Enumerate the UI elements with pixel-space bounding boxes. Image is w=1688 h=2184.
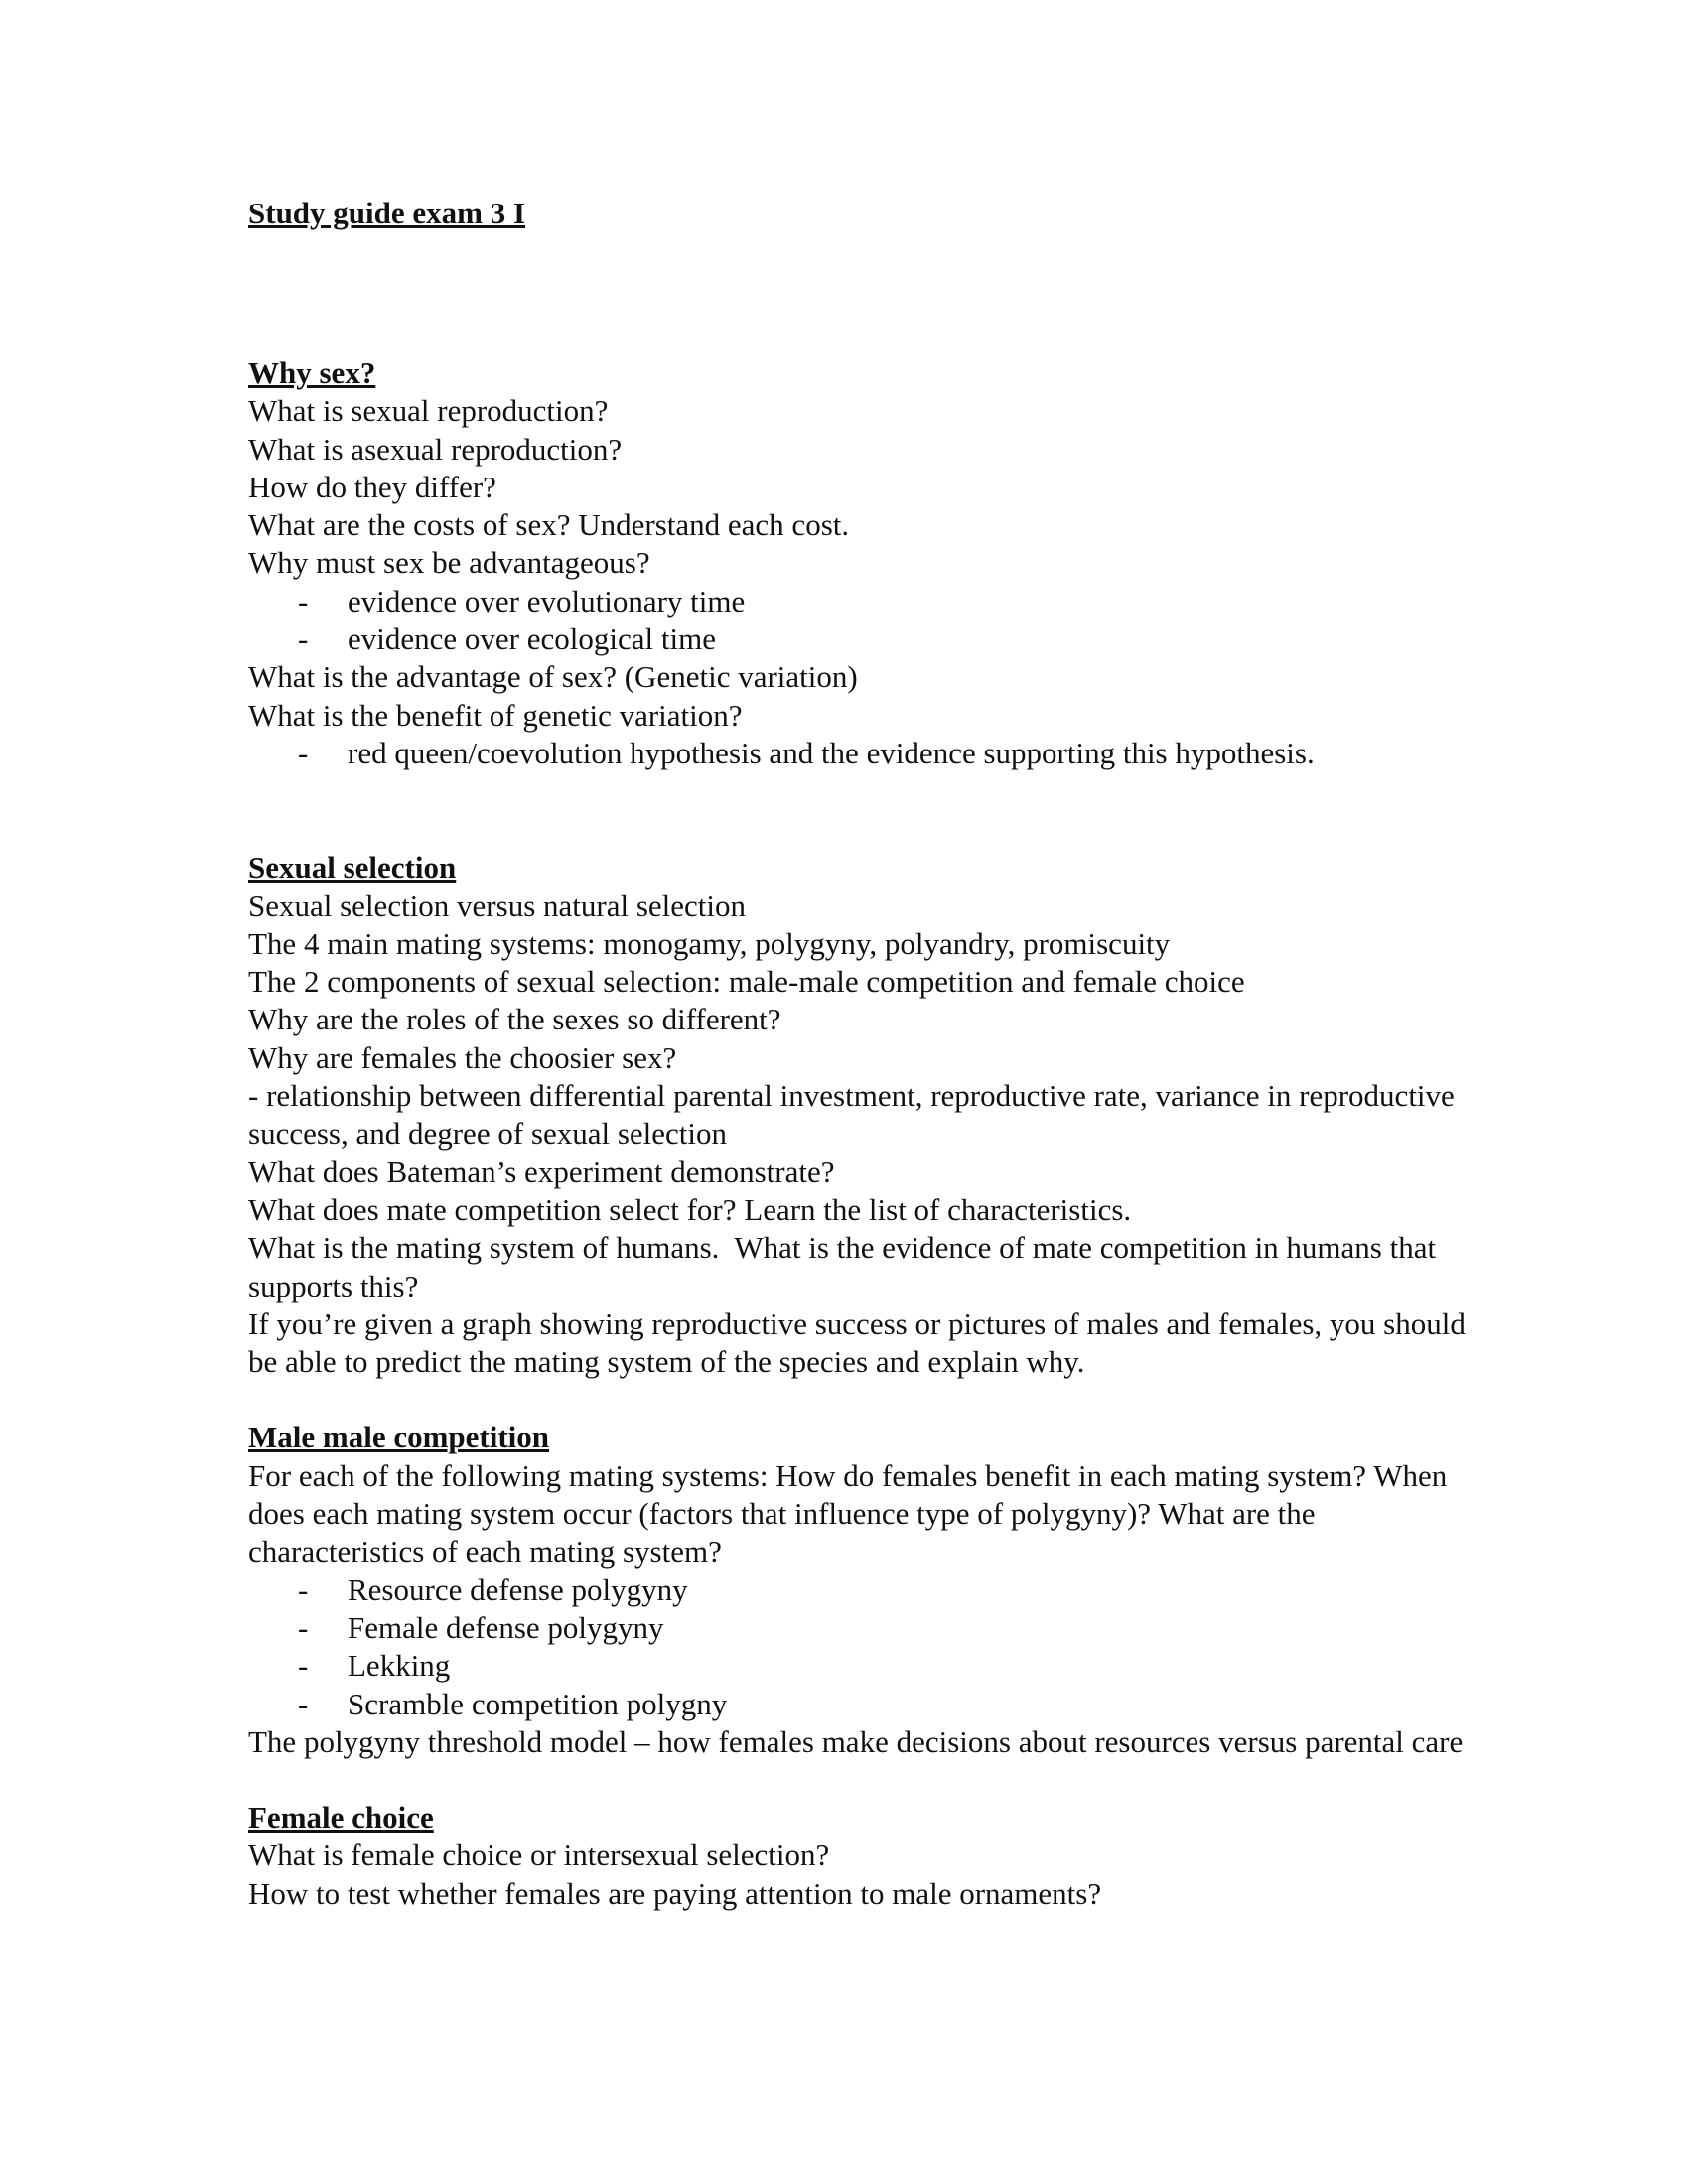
- bullet-dash: -: [298, 1571, 309, 1607]
- bullet-text: red queen/coevolution hypothesis and the evidence supporting this hypothesis.: [348, 735, 1315, 770]
- bullet-item: [248, 620, 1489, 658]
- bullet-text: Scramble competition polygny: [348, 1686, 728, 1721]
- study-question: If you’re given a graph showing reproductive success or pictures of males and females, you should be able to predict the mating system of the species and explain why.: [248, 1305, 1474, 1380]
- section-why-sex: [248, 354, 1489, 772]
- bullet-text: Female defense polygyny: [348, 1609, 664, 1645]
- bullet-item: [248, 735, 1489, 772]
- study-question: Sexual selection versus natural selection: [248, 887, 747, 923]
- bullet-dash: -: [298, 583, 309, 618]
- study-question: How do they differ?: [248, 469, 496, 504]
- study-question: The 4 main mating systems: monogamy, polygyny, polyandry, promiscuity: [248, 925, 1171, 961]
- bullet-dash: -: [298, 621, 309, 657]
- document-title: Study guide exam 3 I: [248, 196, 526, 230]
- study-question: What does Bateman’s experiment demonstrate?: [248, 1154, 835, 1189]
- bullet-text: Resource defense polygyny: [348, 1571, 688, 1607]
- section-heading: Why sex?: [248, 355, 376, 390]
- study-question: What is the mating system of humans. What is the evidence of mate competition in humans that supports this?: [248, 1230, 1444, 1303]
- study-question: The polygyny threshold model – how females make decisions about resources versus parental care: [248, 1723, 1464, 1759]
- section-heading: Female choice: [248, 1800, 434, 1836]
- study-question: Why must sex be advantageous?: [248, 545, 650, 581]
- bullet-item: [248, 583, 1489, 620]
- bullet-item: [248, 1647, 1489, 1685]
- study-question: What is sexual reproduction?: [248, 393, 609, 429]
- study-question: Why are females the choosier sex?: [248, 1039, 677, 1075]
- bullet-item: [248, 1571, 1489, 1609]
- study-question: What does mate competition select for? Learn the list of characteristics.: [248, 1191, 1132, 1227]
- section-sexual-selection: [248, 849, 1489, 1381]
- bullet-dash: -: [298, 735, 309, 770]
- study-question: What are the costs of sex? Understand each cost.: [248, 507, 850, 543]
- bullet-dash: -: [298, 1686, 309, 1721]
- sections-container: [248, 354, 1489, 1913]
- bullet-text: Lekking: [348, 1648, 451, 1684]
- bullet-dash: -: [298, 1648, 309, 1684]
- bullet-item: [248, 1609, 1489, 1647]
- section-heading: Male male competition: [248, 1420, 550, 1455]
- bullet-item: [248, 1686, 1489, 1723]
- section-male-male-competition: [248, 1419, 1489, 1761]
- bullet-text: evidence over ecological time: [348, 621, 716, 657]
- study-question: For each of the following mating systems: How do females benefit in each mating system? When does each mating system occur (factors that influence type of polygyny)? What are the characteristics of each mating system?: [248, 1457, 1456, 1570]
- study-question: What is female choice or intersexual selection?: [248, 1838, 830, 1873]
- bullet-dash: -: [298, 1609, 309, 1645]
- document-page: [248, 195, 1489, 1913]
- study-question: What is asexual reproduction?: [248, 431, 623, 467]
- study-question: What is the benefit of genetic variation?: [248, 697, 743, 733]
- study-question: - relationship between differential parental investment, reproductive rate, variance in reproductive success, and degree of sexual selection: [248, 1078, 1463, 1152]
- section-female-choice: [248, 1799, 1489, 1913]
- study-question: Why are the roles of the sexes so different?: [248, 1002, 781, 1037]
- study-question: What is the advantage of sex? (Genetic variation): [248, 659, 858, 695]
- bullet-text: evidence over evolutionary time: [348, 583, 746, 618]
- section-heading: Sexual selection: [248, 850, 457, 886]
- study-question: The 2 components of sexual selection: male-male competition and female choice: [248, 964, 1245, 1000]
- study-question: How to test whether females are paying attention to male ornaments?: [248, 1875, 1102, 1911]
